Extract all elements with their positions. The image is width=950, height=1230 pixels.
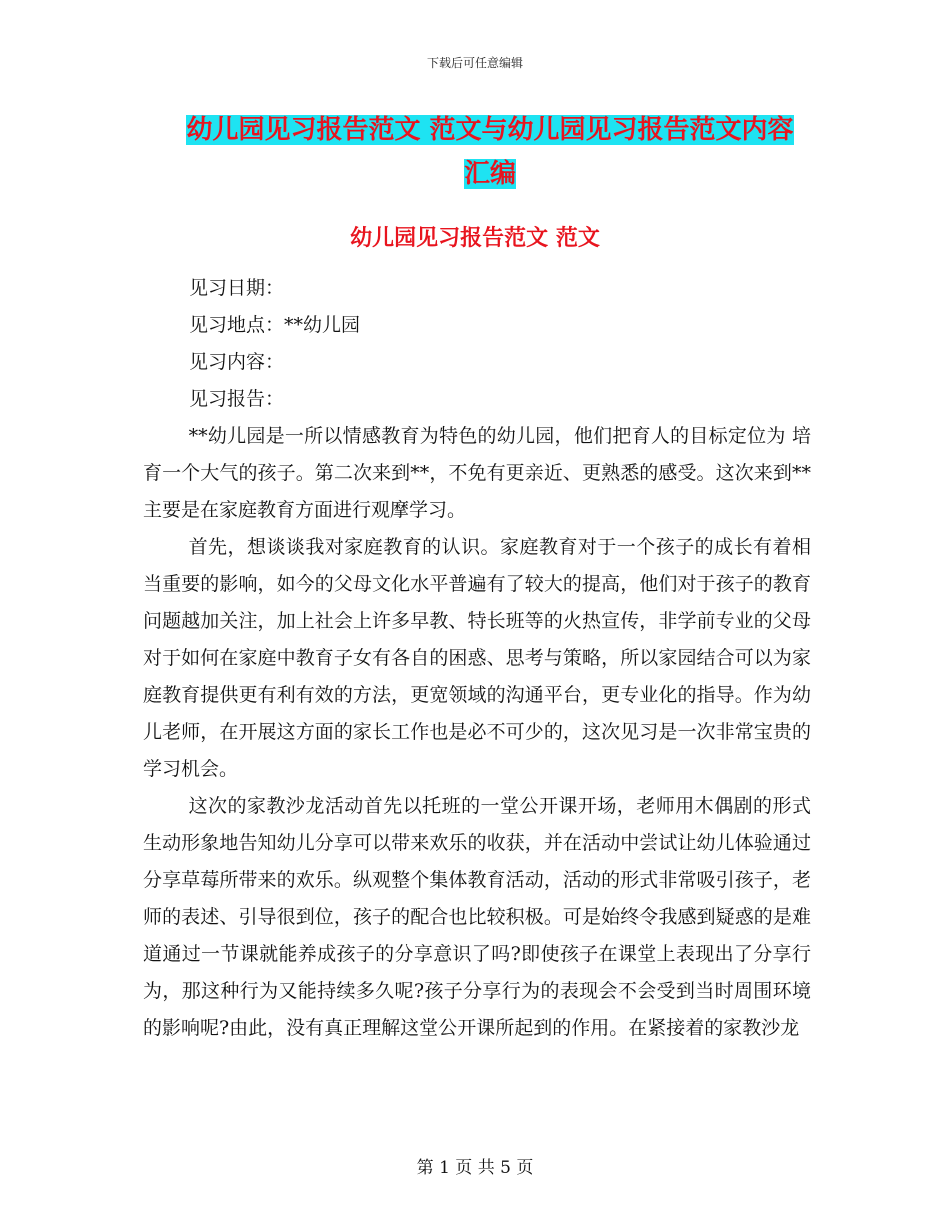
section-subtitle: 幼儿园见习报告范文 范文	[350, 226, 600, 251]
paragraph: 这次的家教沙龙活动首先以托班的一堂公开课开场，老师用木偶剧的形式生动形象地告知幼儿分享可以带来欢乐的收获，并在活动中尝试让幼儿体验通过分享草莓所带来的欢乐。纵观整个集体教育活动，活动的形式非常吸引孩子，老师的表述、引导很到位，孩子的配合也比较积极。可是始终令我感到疑惑的是难道通过一节课就能养成孩子的分享意识了吗?即使孩子在课堂上表现出了分享行为，那这种行为又能持续多久呢?孩子分享行为的表现会不会受到当时周围环境的影响呢?由此，没有真正理解这堂公开课所起到的作用。在紧接着的家教沙龙	[143, 795, 811, 1039]
document-body	[143, 270, 811, 1047]
field-content: 见习内容：	[189, 351, 285, 373]
page-footer: 第 1 页 共 5 页	[416, 1158, 534, 1178]
header-note: 下载后可任意编辑	[426, 56, 523, 70]
field-report: 见习报告：	[189, 388, 285, 410]
paragraph: **幼儿园是一所以情感教育为特色的幼儿园，他们把育人的目标定位为 培育一个大气的孩子。第二次来到**，不免有更亲近、更熟悉的感受。这次来到**主要是在家庭教育方面进行观摩学习。	[143, 425, 811, 521]
title-line-1: 幼儿园见习报告范文 范文与幼儿园见习报告范文内容	[186, 115, 794, 145]
title-line-2: 汇编	[463, 159, 516, 189]
field-date: 见习日期：	[189, 277, 285, 299]
field-location: 见习地点：**幼儿园	[189, 314, 361, 336]
document-title	[140, 108, 840, 196]
paragraph: 首先，想谈谈我对家庭教育的认识。家庭教育对于一个孩子的成长有着相当重要的影响，如今的父母文化水平普遍有了较大的提高，他们对于孩子的教育问题越加关注，加上社会上许多早教、特长班等的火热宣传，非学前专业的父母对于如何在家庭中教育子女有各自的困惑、思考与策略，所以家园结合可以为家庭教育提供更有利有效的方法，更宽领域的沟通平台，更专业化的指导。作为幼儿老师，在开展这方面的家长工作也是必不可少的，这次见习是一次非常宝贵的学习机会。	[143, 536, 811, 780]
